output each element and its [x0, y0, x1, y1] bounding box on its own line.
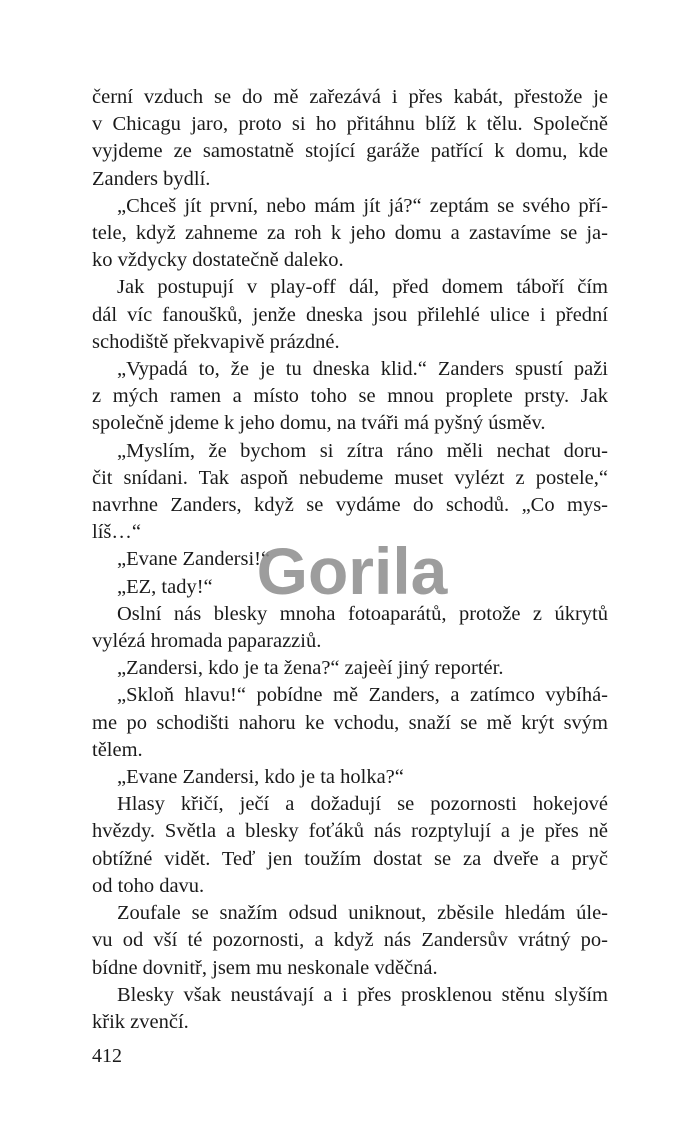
text-line: „Vypadá to, že je tu dneska klid.“ Zanders spustí paži	[117, 358, 608, 381]
text-line: Zanders bydlí.	[92, 167, 211, 190]
text-line: obtížné vidět. Teď jen toužím dostat se za dveře a pryč	[92, 847, 608, 870]
text-line: dál víc fanoušků, jenže dneska jsou přilehlé ulice i přední	[92, 303, 608, 326]
text-line: „Evane Zandersi!“	[117, 548, 271, 571]
page-number: 412	[92, 1045, 122, 1067]
paragraph	[92, 655, 608, 682]
text-line: hvězdy. Světla a blesky foťáků nás rozptylují a je přes ně	[92, 820, 608, 843]
text-line: od toho davu.	[92, 874, 205, 897]
text-line: Hlasy křičí, ječí a dožadují se pozornosti hokejové	[117, 793, 608, 816]
text-line: navrhne Zanders, když se vydáme do schodů. „Co mys-	[92, 494, 608, 517]
paragraph	[92, 574, 608, 601]
paragraph	[92, 84, 608, 193]
paragraph	[92, 193, 608, 275]
text-line: společně jdeme k jeho domu, na tváři má pyšný úsměv.	[92, 412, 546, 435]
text-line: vu od vší té pozornosti, a když nás Zandersův vrátný po-	[92, 929, 608, 952]
text-line: „Evane Zandersi, kdo je ta holka?“	[117, 766, 404, 789]
text-line: „Myslím, že bychom si zítra ráno měli nechat doru-	[117, 439, 608, 462]
text-line: Jak postupují v play-off dál, před domem táboří čím	[117, 276, 608, 299]
watermark-text: Gorila	[256, 534, 448, 608]
text-line: vylézá hromada paparazziů.	[92, 630, 322, 653]
text-line: tělem.	[92, 738, 143, 761]
paragraph	[92, 546, 608, 573]
text-line: v Chicagu jaro, proto si ho přitáhnu blíž k tělu. Společně	[92, 113, 608, 136]
text-line: Blesky však neustávají a i přes prosklenou stěnu slyším	[117, 983, 608, 1006]
text-line: z mých ramen a místo toho se mnou proplete prsty. Jak	[92, 385, 608, 408]
text-line: tele, když zahneme za roh k jeho domu a zastavíme se ja-	[92, 222, 608, 245]
paragraph	[92, 982, 608, 1036]
text-line: „Chceš jít první, nebo mám jít já?“ zeptám se svého pří-	[117, 194, 608, 217]
text-line: „Skloň hlavu!“ pobídne mě Zanders, a zatímco vybíhá-	[117, 684, 608, 707]
text-line: me po schodišti nahoru ke vchodu, snaží se mě krýt svým	[92, 711, 608, 734]
text-line: líš…“	[92, 521, 141, 544]
paragraph	[92, 791, 608, 900]
text-line: Zoufale se snažím odsud uniknout, zběsile hledám úle-	[117, 902, 608, 925]
paragraph	[92, 356, 608, 438]
paragraph	[92, 438, 608, 547]
paragraph	[92, 764, 608, 791]
text-line: křik zvenčí.	[92, 1010, 189, 1033]
paragraph	[92, 900, 608, 982]
text-line: schodiště překvapivě prázdné.	[92, 330, 340, 353]
text-line: ko vždycky dostatečně daleko.	[92, 249, 344, 272]
text-line: černí vzduch se do mě zařezává i přes kabát, přestože je	[92, 86, 608, 108]
text-line: „EZ, tady!“	[117, 575, 213, 598]
text-line: vyjdeme ze samostatně stojící garáže patřící k domu, kde	[92, 140, 608, 163]
paragraph	[92, 274, 608, 356]
text-line: čit snídani. Tak aspoň nebudeme muset vylézt z postele,“	[92, 466, 608, 489]
text-line: bídne dovnitř, jsem mu neskonale vděčná.	[92, 956, 438, 979]
book-page-text	[92, 84, 608, 1036]
text-line: „Zandersi, kdo je ta žena?“ zajeèí jiný reportér.	[117, 657, 504, 680]
paragraph	[92, 601, 608, 655]
text-line: Oslní nás blesky mnoha fotoaparátů, protože z úkrytů	[117, 602, 608, 625]
paragraph	[92, 682, 608, 764]
